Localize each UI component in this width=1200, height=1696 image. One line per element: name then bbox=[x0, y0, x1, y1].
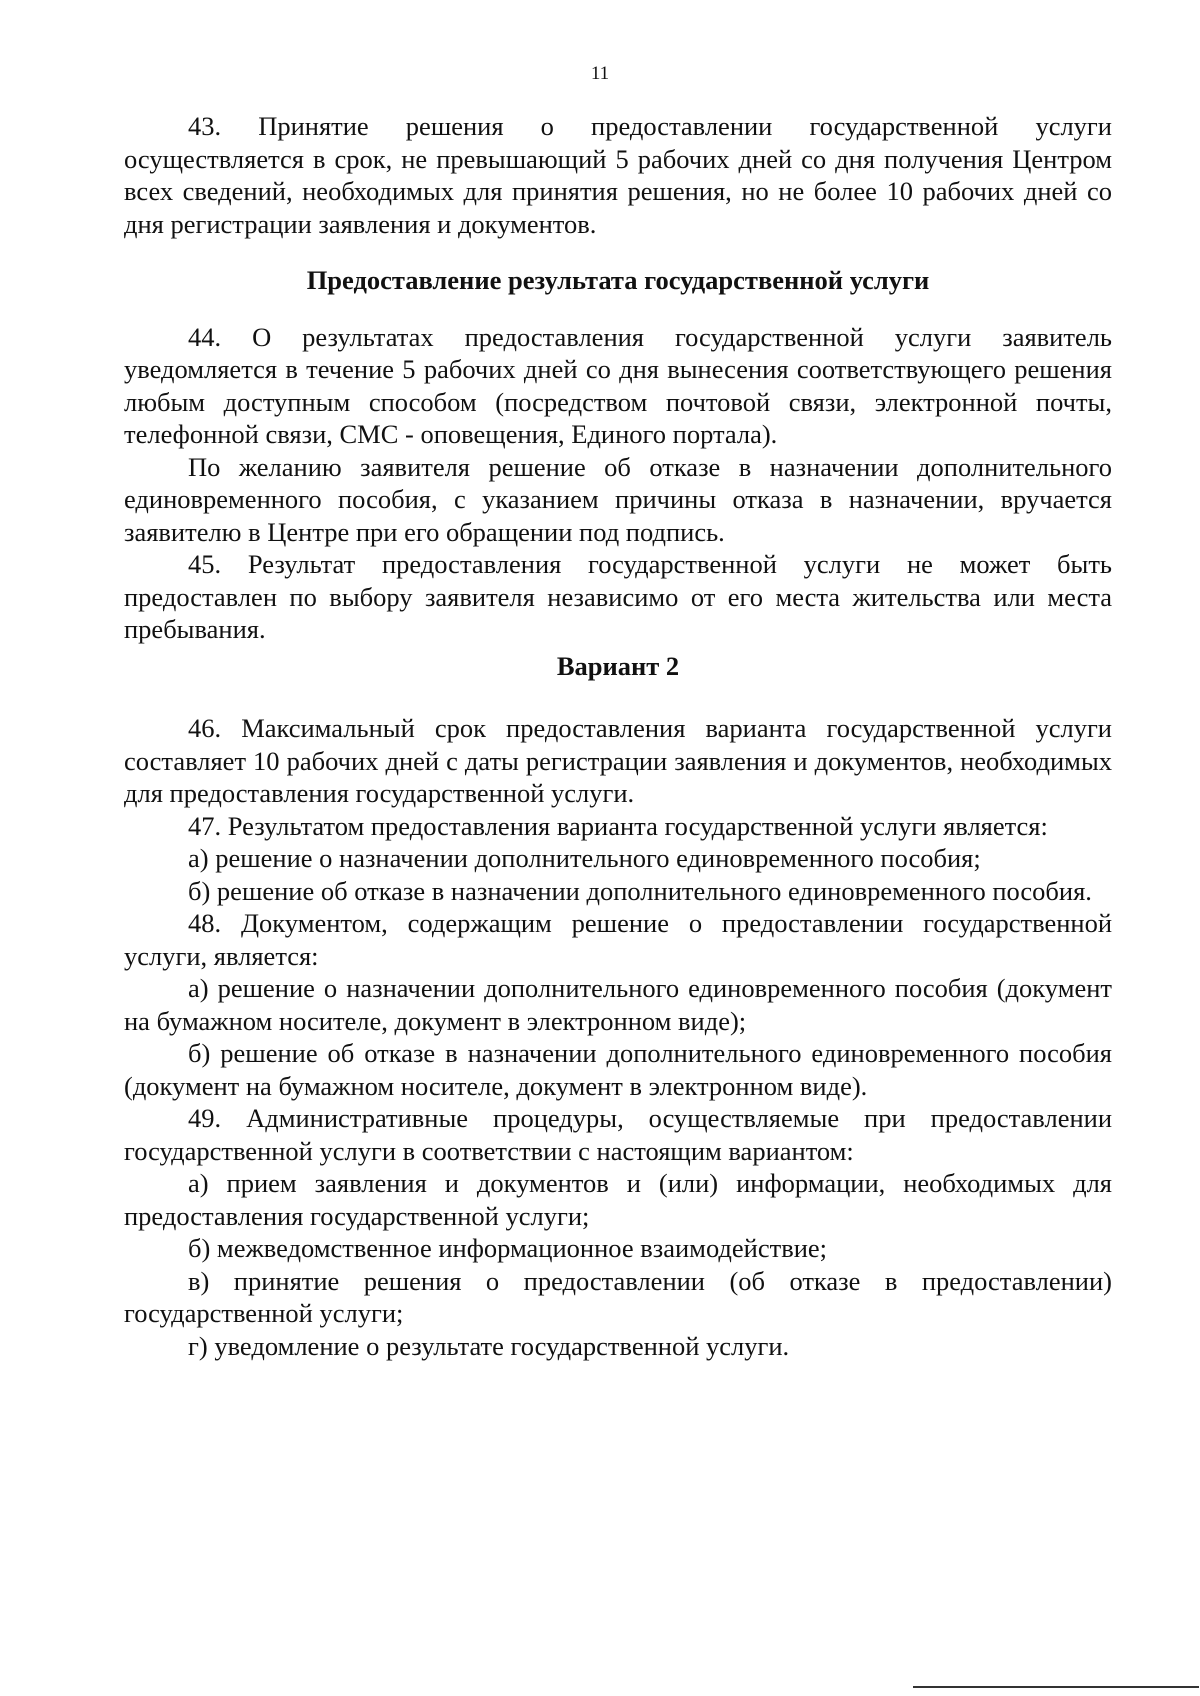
paragraph-44: 44. О результатах предоставления государственной услуги заявитель уведомляется в течение 5 рабочих дней со дня вынесения соответствующего решения любым доступным способом (посредством почтовой связи, электронной почты, телефонной связи, СМС - оповещения, Единого портала). bbox=[124, 321, 1112, 449]
paragraph-44-continued: По желанию заявителя решение об отказе в назначении дополнительного единовременного пособия, с указанием причины отказа в назначении, вручается заявителю в Центре при его обращении под подпись. bbox=[124, 451, 1112, 547]
paragraph-47-b: б) решение об отказе в назначении дополнительного единовременного пособия. bbox=[188, 875, 1092, 906]
paragraph-49-a: а) прием заявления и документов и (или) информации, необходимых для предоставления государственной услуги; bbox=[124, 1168, 1112, 1231]
paragraph-49-d: г) уведомление о результате государственной услуги. bbox=[188, 1330, 790, 1361]
paragraph-49-b: б) межведомственное информационное взаимодействие; bbox=[188, 1233, 828, 1263]
paragraph-43: 43. Принятие решения о предоставлении государственной услуги осуществляется в срок, не превышающий 5 рабочих дней со дня получения Центром всех сведений, необходимых для принятия решения, но не более 10 рабочих дней со дня регистрации заявления и документов. bbox=[124, 111, 1112, 239]
paragraph-47-a: а) решение о назначении дополнительного единовременного пособия; bbox=[188, 843, 981, 873]
section-heading-variant-2: Вариант 2 bbox=[556, 650, 680, 681]
paragraph-49-c: в) принятие решения о предоставлении (об отказе в предоставлении) государственной услуги; bbox=[124, 1265, 1112, 1328]
section-heading-result: Предоставление результата государственной услуги bbox=[306, 265, 930, 295]
paragraph-49: 49. Административные процедуры, осуществляемые при предоставлении государственной услуги в соответствии с настоящим вариантом: bbox=[124, 1103, 1112, 1166]
paragraph-48-a: а) решение о назначении дополнительного единовременного пособия (документ на бумажном носителе, документ в электронном виде); bbox=[124, 973, 1112, 1036]
document-body bbox=[124, 110, 1112, 1362]
paragraph-48: 48. Документом, содержащим решение о предоставлении государственной услуги, является: bbox=[124, 908, 1112, 971]
scan-edge-line bbox=[913, 1686, 1199, 1688]
paragraph-48-b: б) решение об отказе в назначении дополнительного единовременного пособия (документ на бумажном носителе, документ в электронном виде). bbox=[124, 1038, 1112, 1101]
page-number: 11 bbox=[590, 63, 610, 84]
paragraph-47: 47. Результатом предоставления варианта государственной услуги является: bbox=[188, 810, 1048, 841]
paragraph-45: 45. Результат предоставления государственной услуги не может быть предоставлен по выбору заявителя независимо от его места жительства или места пребывания. bbox=[124, 549, 1112, 644]
paragraph-46: 46. Максимальный срок предоставления варианта государственной услуги составляет 10 рабочих дней с даты регистрации заявления и документов, необходимых для предоставления государственной услуги. bbox=[124, 713, 1112, 808]
